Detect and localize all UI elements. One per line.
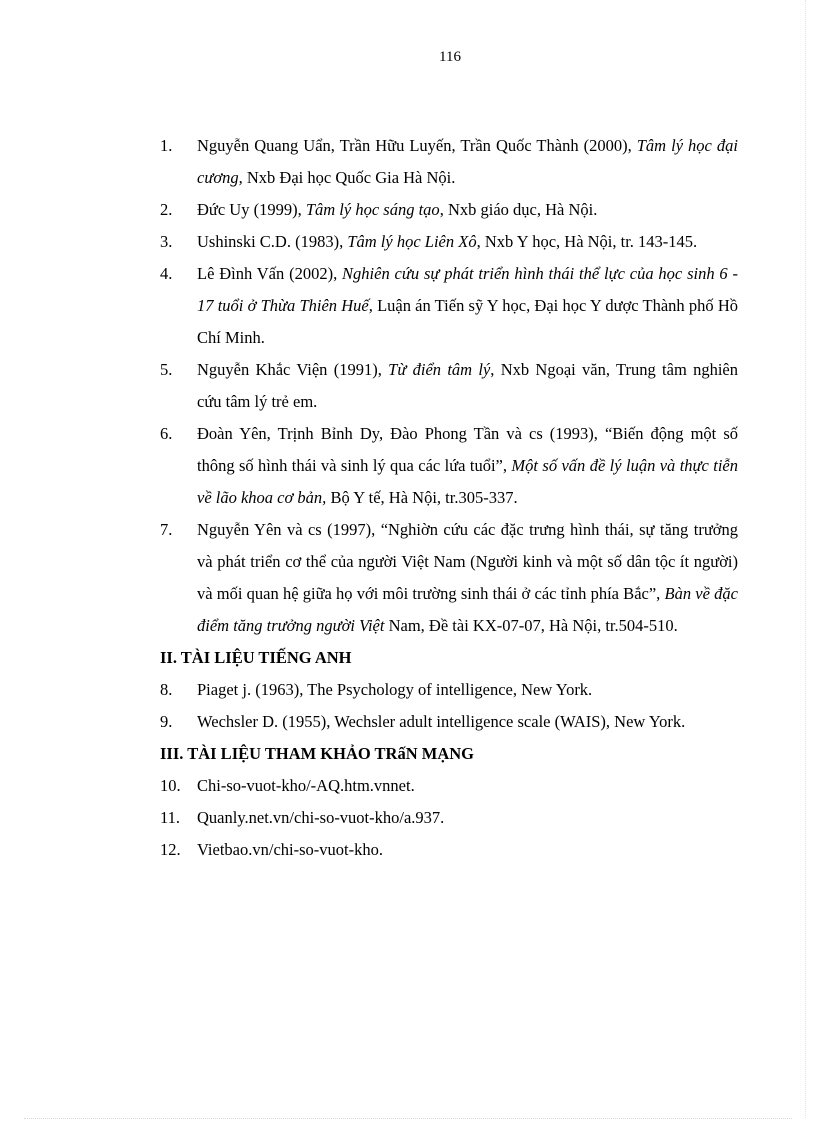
reference-item-10 [160, 770, 738, 802]
reference-text: Wechsler D. (1955), Wechsler adult intelligence scale (WAIS), New York. [197, 712, 686, 731]
reference-text: Nguyễn Yên và cs (1997), “Nghiờn cứu các đặc trưng hình thái, sự tăng trưởng và phát triển cơ thể của người Việt Nam (Người kinh và một số dân tộc ít người) và mối quan hệ giữa họ với môi trường sinh thái ở các tỉnh phía Bắc”, Bàn về đặc điểm tăng trưởng người Việt Nam, Đề tài KX-07-07, Hà Nội, tr.504-510. [197, 520, 738, 635]
reference-item-7 [160, 514, 738, 642]
reference-text: Nguyễn Quang Uẩn, Trần Hữu Luyến, Trần Quốc Thành (2000), Tâm lý học đại cương, Nxb Đại học Quốc Gia Hà Nội. [197, 136, 738, 187]
page-number: 116 [439, 49, 461, 65]
reference-item-11 [160, 802, 738, 834]
reference-item-4 [160, 258, 738, 354]
reference-number: 12. [160, 840, 181, 859]
reference-text: Lê Đình Vấn (2002), Nghiên cứu sự phát triển hình thái thể lực của học sinh 6 - 17 tuổi ở Thừa Thiên Huế, Luận án Tiến sỹ Y học, Đại học Y dược Thành phố Hồ Chí Minh. [197, 264, 738, 347]
reference-number: 11. [160, 808, 181, 827]
reference-number: 4. [160, 264, 173, 283]
reference-text: Đức Uy (1999), Tâm lý học sáng tạo, Nxb giáo dục, Hà Nội. [197, 200, 598, 219]
reference-number: 5. [160, 360, 173, 379]
reference-list [160, 130, 738, 866]
reference-item-2 [160, 194, 738, 226]
reference-item-9 [160, 706, 738, 738]
reference-item-12 [160, 834, 738, 866]
reference-number: 6. [160, 424, 173, 443]
reference-text: Chi-so-vuot-kho/-AQ.htm.vnnet. [197, 776, 415, 795]
reference-number: 7. [160, 520, 173, 539]
section-heading-online: III. TÀI LIỆU THAM KHẢO TRấN MẠNG [160, 744, 475, 763]
reference-number: 9. [160, 712, 173, 731]
reference-text: Nguyễn Khắc Viện (1991), Từ điển tâm lý, Nxb Ngoại văn, Trung tâm nghiên cứu tâm lý trẻ em. [197, 360, 738, 411]
reference-number: 2. [160, 200, 173, 219]
reference-number: 3. [160, 232, 173, 251]
page-edge-rule [805, 0, 806, 1118]
reference-text: Vietbao.vn/chi-so-vuot-kho. [197, 840, 383, 859]
reference-item-8 [160, 674, 738, 706]
section-heading-english: II. TÀI LIỆU TIẾNG ANH [160, 648, 352, 667]
reference-number: 8. [160, 680, 173, 699]
reference-item-3 [160, 226, 738, 258]
page-bottom-rule [24, 1118, 792, 1119]
reference-text: Ushinski C.D. (1983), Tâm lý học Liên Xô, Nxb Y học, Hà Nội, tr. 143-145. [197, 232, 698, 251]
reference-text: Piaget j. (1963), The Psychology of intelligence, New York. [197, 680, 593, 699]
reference-item-6 [160, 418, 738, 514]
reference-item-1 [160, 130, 738, 194]
reference-text: Quanly.net.vn/chi-so-vuot-kho/a.937. [197, 808, 445, 827]
reference-number: 10. [160, 776, 181, 795]
reference-item-5 [160, 354, 738, 418]
reference-number: 1. [160, 136, 173, 155]
reference-text: Đoàn Yên, Trịnh Bỉnh Dy, Đào Phong Tần và cs (1993), “Biến động một số thông số hình thái và sinh lý qua các lứa tuổi”, Một số vấn đề lý luận và thực tiễn về lão khoa cơ bản, Bộ Y tế, Hà Nội, tr.305-337. [197, 424, 738, 507]
